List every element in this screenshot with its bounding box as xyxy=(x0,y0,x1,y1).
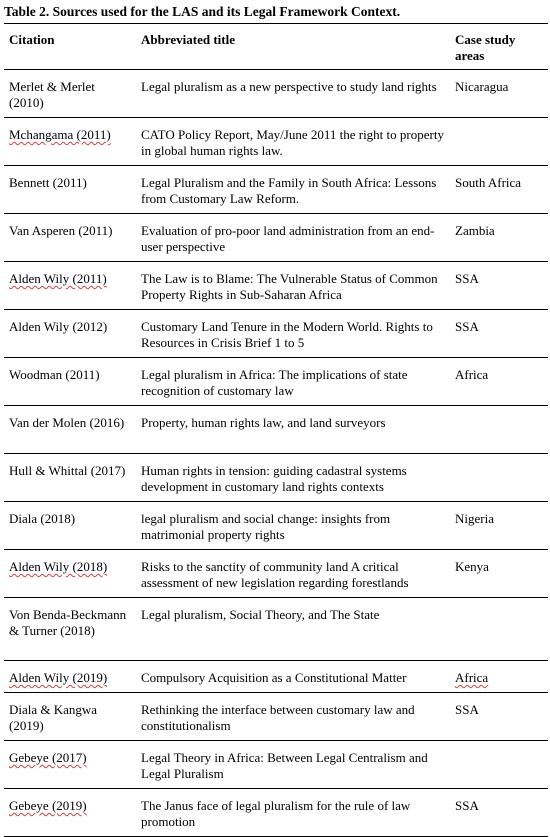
table-row xyxy=(4,214,548,262)
table-row xyxy=(4,310,548,358)
cell-title: Legal Pluralism and the Family in South Africa: Lessons from Customary Law Reform. xyxy=(136,166,450,214)
cell-citation: Mchangama (2011) xyxy=(4,118,136,166)
table-row xyxy=(4,454,548,502)
cell-title: Legal pluralism, Social Theory, and The State xyxy=(136,598,450,661)
cell-citation: Alden Wily (2019) xyxy=(4,661,136,693)
cell-title: Legal Theory in Africa: Between Legal Centralism and Legal Pluralism xyxy=(136,741,450,789)
table-row xyxy=(4,166,548,214)
cell-citation: Von Benda-Beckmann & Turner (2018) xyxy=(4,598,136,661)
cell-title: CATO Policy Report, May/June 2011 the right to property in global human rights law. xyxy=(136,118,450,166)
cell-citation: Alden Wily (2011) xyxy=(4,262,136,310)
cell-citation: Alden Wily (2012) xyxy=(4,310,136,358)
cell-areas: South Africa xyxy=(450,166,548,214)
cell-areas: Nicaragua xyxy=(450,70,548,118)
cell-areas: Nigeria xyxy=(450,502,548,550)
cell-title: Human rights in tension: guiding cadastral systems development in customary land rights contexts xyxy=(136,454,450,502)
cell-title: Compulsory Acquisition as a Constitutional Matter xyxy=(136,661,450,693)
cell-citation: Bennett (2011) xyxy=(4,166,136,214)
cell-citation: Alden Wily (2018) xyxy=(4,550,136,598)
cell-areas: SSA xyxy=(450,310,548,358)
cell-areas: Kenya xyxy=(450,550,548,598)
cell-areas: Zambia xyxy=(450,214,548,262)
cell-title: Customary Land Tenure in the Modern World. Rights to Resources in Crisis Brief 1 to 5 xyxy=(136,310,450,358)
cell-areas xyxy=(450,741,548,789)
cell-areas xyxy=(450,598,548,661)
table-header xyxy=(4,24,548,70)
cell-areas: SSA xyxy=(450,693,548,741)
cell-citation: Diala (2018) xyxy=(4,502,136,550)
cell-citation: Hull & Whittal (2017) xyxy=(4,454,136,502)
cell-title: legal pluralism and social change: insights from matrimonial property rights xyxy=(136,502,450,550)
cell-title: Rethinking the interface between customary law and constitutionalism xyxy=(136,693,450,741)
cell-title: Risks to the sanctity of community land A critical assessment of new legislation regarding forestlands xyxy=(136,550,450,598)
cell-citation: Gebeye (2017) xyxy=(4,741,136,789)
table-row xyxy=(4,693,548,741)
cell-areas: SSA xyxy=(450,789,548,837)
cell-areas: SSA xyxy=(450,262,548,310)
table-row xyxy=(4,70,548,118)
cell-title: Legal pluralism in Africa: The implications of state recognition of customary law xyxy=(136,358,450,406)
table-row xyxy=(4,789,548,837)
table-row xyxy=(4,406,548,454)
cell-areas xyxy=(450,118,548,166)
table-row xyxy=(4,741,548,789)
cell-areas: Africa xyxy=(450,358,548,406)
cell-areas xyxy=(450,406,548,454)
cell-title: Property, human rights law, and land surveyors xyxy=(136,406,450,454)
header-case-study-areas: Case study areas xyxy=(450,24,548,70)
table-body xyxy=(4,70,548,837)
table-row xyxy=(4,358,548,406)
cell-citation: Diala & Kangwa (2019) xyxy=(4,693,136,741)
cell-areas: Africa xyxy=(450,661,548,693)
header-abbreviated-title: Abbreviated title xyxy=(136,24,450,70)
header-citation: Citation xyxy=(4,24,136,70)
table-row xyxy=(4,598,548,661)
table-row xyxy=(4,118,548,166)
table-row xyxy=(4,262,548,310)
sources-table xyxy=(4,23,548,837)
cell-title: Legal pluralism as a new perspective to study land rights xyxy=(136,70,450,118)
cell-citation: Van der Molen (2016) xyxy=(4,406,136,454)
header-row xyxy=(4,24,548,70)
cell-title: Evaluation of pro-poor land administration from an end-user perspective xyxy=(136,214,450,262)
cell-title: The Janus face of legal pluralism for the rule of law promotion xyxy=(136,789,450,837)
cell-citation: Gebeye (2019) xyxy=(4,789,136,837)
cell-citation: Woodman (2011) xyxy=(4,358,136,406)
cell-citation: Merlet & Merlet (2010) xyxy=(4,70,136,118)
cell-citation: Van Asperen (2011) xyxy=(4,214,136,262)
table-row xyxy=(4,502,548,550)
table-row xyxy=(4,661,548,693)
table-caption: Table 2. Sources used for the LAS and its Legal Framework Context. xyxy=(4,4,401,19)
cell-areas xyxy=(450,454,548,502)
cell-title: The Law is to Blame: The Vulnerable Status of Common Property Rights in Sub-Saharan Africa xyxy=(136,262,450,310)
table-row xyxy=(4,550,548,598)
